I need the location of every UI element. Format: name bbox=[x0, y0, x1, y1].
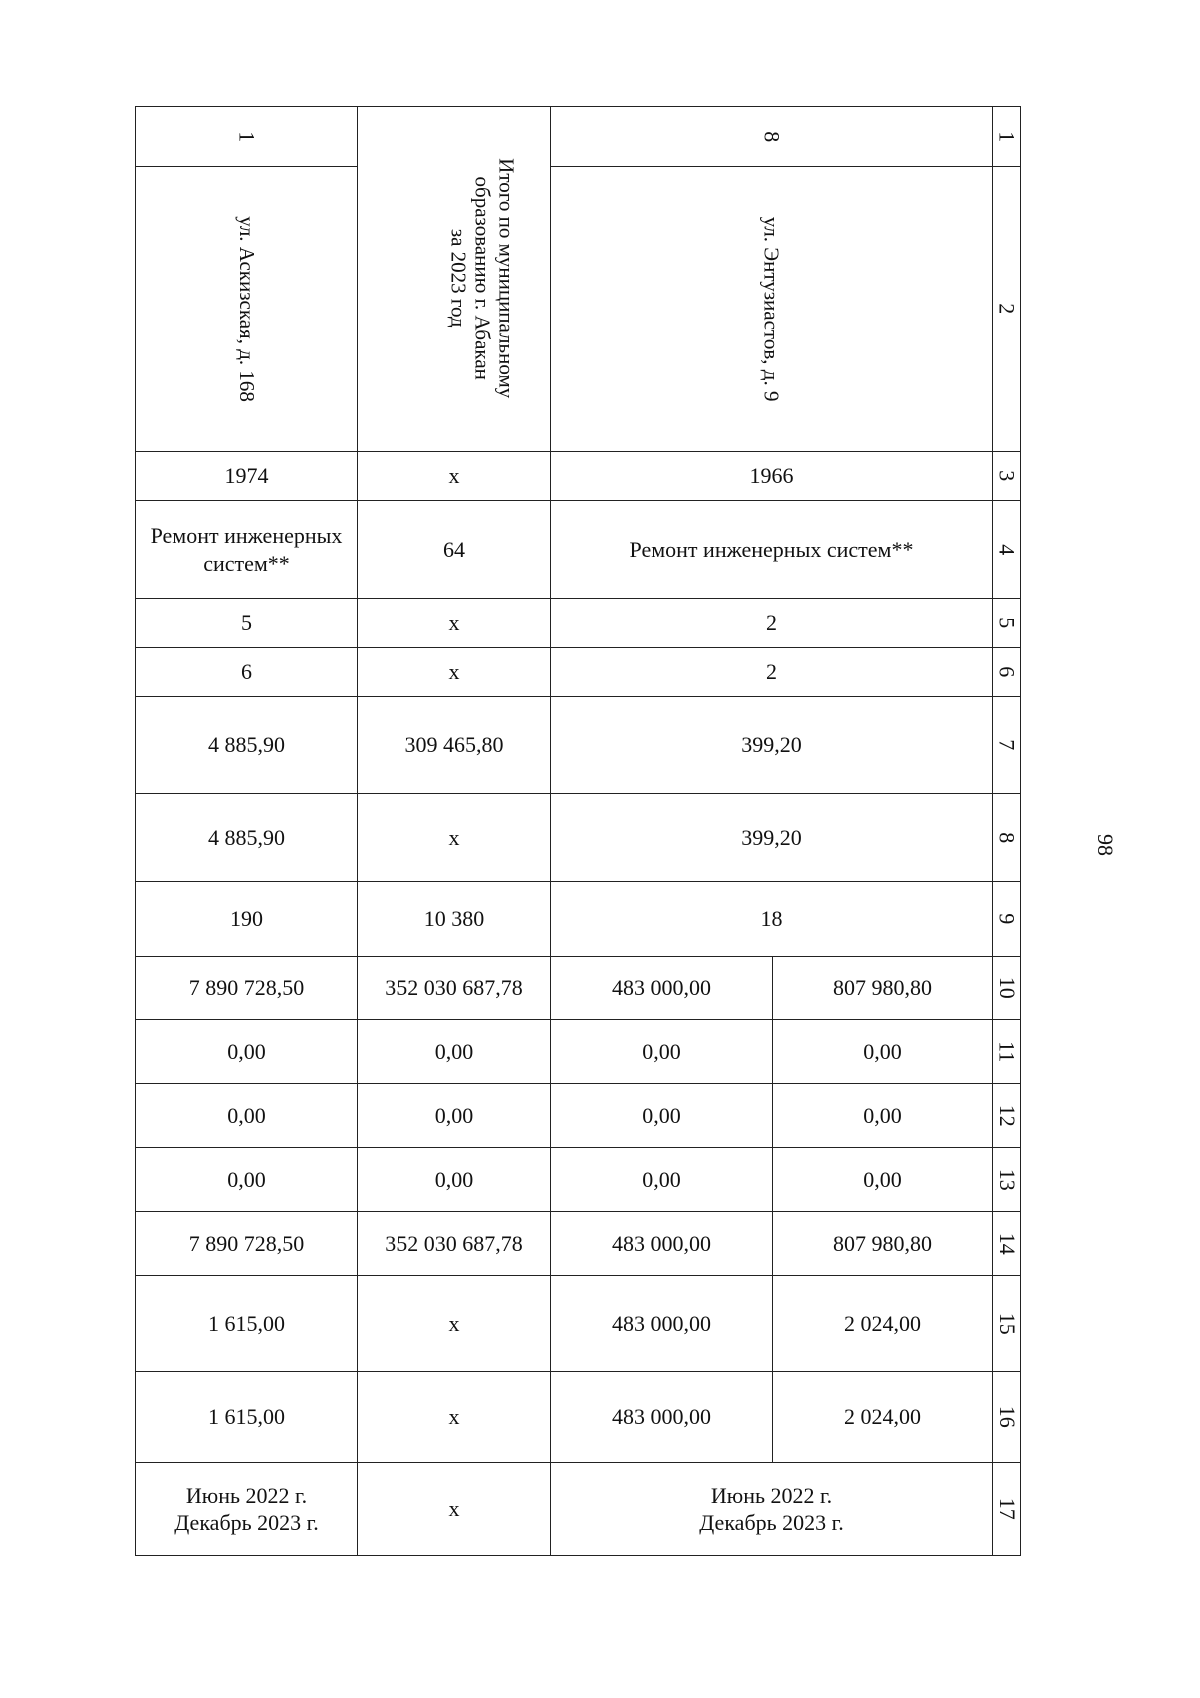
table-row bbox=[136, 1212, 1021, 1276]
row-number: 4 bbox=[993, 501, 1021, 599]
header-cell-total bbox=[358, 107, 551, 452]
cell-c2: 807 980,80 bbox=[773, 957, 993, 1020]
cell-b: 10 380 bbox=[358, 882, 551, 957]
total-title: Итого по муниципальному образованию г. Абакан за 2023 год bbox=[445, 158, 519, 399]
row-number: 8 bbox=[993, 794, 1021, 882]
table-row bbox=[136, 107, 1021, 167]
cell-b: х bbox=[358, 1463, 551, 1556]
row-number: 7 bbox=[993, 697, 1021, 794]
header-cell-col-a-num: 1 bbox=[136, 107, 358, 167]
cell-a: 0,00 bbox=[136, 1148, 358, 1212]
cell-a: 7 890 728,50 bbox=[136, 957, 358, 1020]
cell-b: х bbox=[358, 1276, 551, 1372]
cell-c1: 483 000,00 bbox=[551, 957, 773, 1020]
cell-c1: 0,00 bbox=[551, 1148, 773, 1212]
table-row bbox=[136, 957, 1021, 1020]
cell-b: 0,00 bbox=[358, 1084, 551, 1148]
row-number: 3 bbox=[993, 452, 1021, 501]
cell-a: 6 bbox=[136, 648, 358, 697]
row-number: 1 bbox=[993, 107, 1021, 167]
row-number: 10 bbox=[993, 957, 1021, 1020]
cell-c1: 0,00 bbox=[551, 1084, 773, 1148]
row-number: 16 bbox=[993, 1372, 1021, 1463]
row-number: 12 bbox=[993, 1084, 1021, 1148]
cell-a: 4 885,90 bbox=[136, 697, 358, 794]
cell-b: х bbox=[358, 452, 551, 501]
cell-b: х bbox=[358, 1372, 551, 1463]
cell-b: 0,00 bbox=[358, 1148, 551, 1212]
cell-c2: 2 024,00 bbox=[773, 1276, 993, 1372]
cell-a: 0,00 bbox=[136, 1084, 358, 1148]
cell-c1: 483 000,00 bbox=[551, 1372, 773, 1463]
cell-c2: 0,00 bbox=[773, 1020, 993, 1084]
page-number: 98 bbox=[1093, 834, 1118, 856]
table-row bbox=[136, 501, 1021, 599]
cell-b: х bbox=[358, 794, 551, 882]
cell-c: 2 bbox=[551, 648, 993, 697]
cell-b: 309 465,80 bbox=[358, 697, 551, 794]
cell-c: 399,20 bbox=[551, 697, 993, 794]
row-number: 17 bbox=[993, 1463, 1021, 1556]
table-row bbox=[136, 599, 1021, 648]
cell-c2: 0,00 bbox=[773, 1084, 993, 1148]
cell-a: 4 885,90 bbox=[136, 794, 358, 882]
row-number: 14 bbox=[993, 1212, 1021, 1276]
row-number: 15 bbox=[993, 1276, 1021, 1372]
table-row bbox=[136, 1463, 1021, 1556]
cell-b: х bbox=[358, 648, 551, 697]
table-row bbox=[136, 1020, 1021, 1084]
cell-c: 18 bbox=[551, 882, 993, 957]
cell-c1: 483 000,00 bbox=[551, 1212, 773, 1276]
table-row bbox=[136, 882, 1021, 957]
table-row bbox=[136, 1276, 1021, 1372]
table-row bbox=[136, 648, 1021, 697]
cell-b: 64 bbox=[358, 501, 551, 599]
row-number: 11 bbox=[993, 1020, 1021, 1084]
table-row bbox=[136, 697, 1021, 794]
cell-b: х bbox=[358, 599, 551, 648]
row-number: 13 bbox=[993, 1148, 1021, 1212]
cell-a: 190 bbox=[136, 882, 358, 957]
cell-b: 352 030 687,78 bbox=[358, 1212, 551, 1276]
row-number: 5 bbox=[993, 599, 1021, 648]
row-number: 9 bbox=[993, 882, 1021, 957]
cell-c2: 2 024,00 bbox=[773, 1372, 993, 1463]
cell-a: Ремонт инженерных систем** bbox=[136, 501, 358, 599]
cell-a: 1 615,00 bbox=[136, 1276, 358, 1372]
cell-c-dates: Июнь 2022 г. Декабрь 2023 г. bbox=[551, 1463, 993, 1556]
cell-c1: 483 000,00 bbox=[551, 1276, 773, 1372]
cell-a: 5 bbox=[136, 599, 358, 648]
table-row bbox=[136, 1148, 1021, 1212]
row-number: 2 bbox=[993, 167, 1021, 452]
row-number: 6 bbox=[993, 648, 1021, 697]
cell-a: 7 890 728,50 bbox=[136, 1212, 358, 1276]
table-row bbox=[136, 1084, 1021, 1148]
cell-b: 352 030 687,78 bbox=[358, 957, 551, 1020]
cell-c: Ремонт инженерных систем** bbox=[551, 501, 993, 599]
table-row bbox=[136, 1372, 1021, 1463]
cell-a: 0,00 bbox=[136, 1020, 358, 1084]
cell-c: 1966 bbox=[551, 452, 993, 501]
cell-a: 1 615,00 bbox=[136, 1372, 358, 1463]
table-row bbox=[136, 167, 1021, 452]
cell-c: 2 bbox=[551, 599, 993, 648]
document-table bbox=[135, 106, 1021, 1556]
cell-a-dates: Июнь 2022 г. Декабрь 2023 г. bbox=[136, 1463, 358, 1556]
header-cell-col-c-num: 8 bbox=[551, 107, 993, 167]
address-cell-a: ул. Аскизская, д. 168 bbox=[136, 167, 358, 452]
cell-c: 399,20 bbox=[551, 794, 993, 882]
cell-c1: 0,00 bbox=[551, 1020, 773, 1084]
table-row bbox=[136, 452, 1021, 501]
cell-b: 0,00 bbox=[358, 1020, 551, 1084]
cell-c2: 807 980,80 bbox=[773, 1212, 993, 1276]
address-cell-c: ул. Энтузиастов, д. 9 bbox=[551, 167, 993, 452]
table-row bbox=[136, 794, 1021, 882]
cell-a: 1974 bbox=[136, 452, 358, 501]
cell-c2: 0,00 bbox=[773, 1148, 993, 1212]
